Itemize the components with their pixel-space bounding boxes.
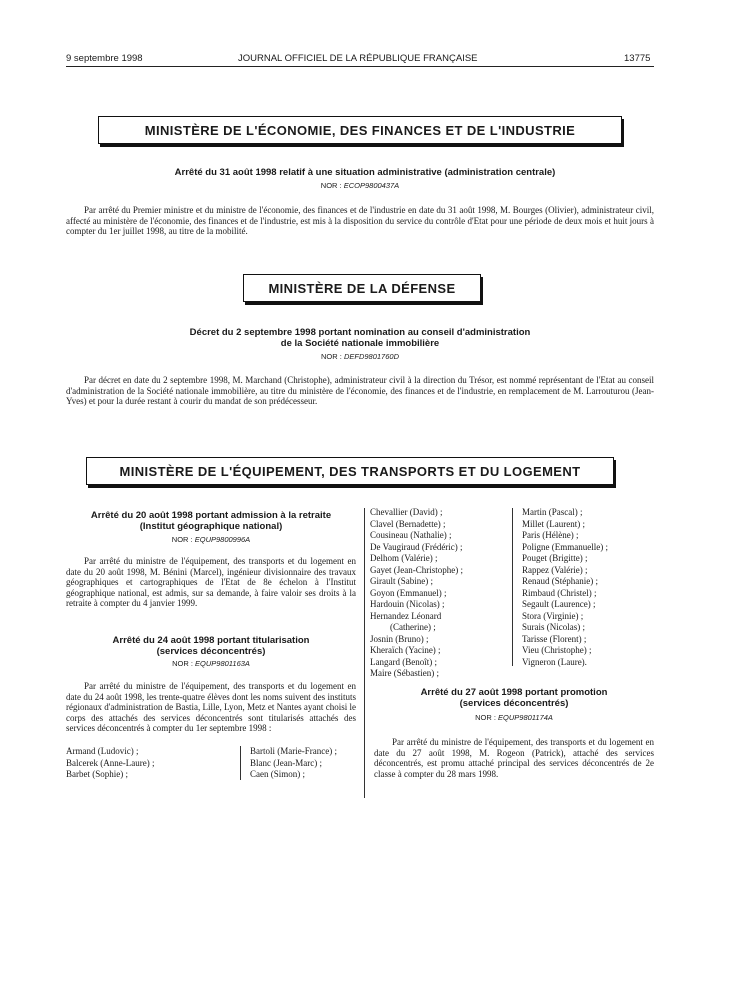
list-item: Josnin (Bruno) ;	[370, 633, 429, 644]
list-item: Rimbaud (Christel) ;	[522, 587, 597, 598]
decree-body-4: Par arrêté du ministre de l'équipement, des transports et du logement en date du 24 août 1998, les trente-quatre élèves dont les noms suivent des instituts régionaux d'administration de Bastia, Lille, Lyon, Metz et Nantes ayant choisi le corps des attachés des services déconcentrés sont titularisés attachés des services déconcentrés à compter du 1er septembre 1998 :	[66, 681, 356, 734]
names-list-col3	[370, 507, 463, 680]
decree-body-2: Par décret en date du 2 septembre 1998, M. Marchand (Christophe), administrateur civil à la direction du Trésor, est nommé représentant de l'Etat au conseil d'administration de la Société nationale immobilière, au titre du ministère de l'économie, des finances et de l'industrie, en remplacement de M. Larrouturou (Jean-Yves) et pour la durée restant à courir du mandat de son prédécesseur.	[66, 375, 654, 407]
list-item: Vieu (Christophe) ;	[522, 645, 592, 655]
nor-reference-3: NOR : EQUP9800996A	[171, 535, 251, 544]
list-item: Renaud (Stéphanie) ;	[522, 576, 598, 586]
list-item: Vigneron (Laure).	[522, 656, 587, 667]
list-item: Pouget (Brigitte) ;	[522, 553, 588, 563]
list-item: Clavel (Bernadette) ;	[370, 518, 446, 529]
list-item: Delhom (Valérie) ;	[370, 553, 438, 563]
nor-reference-5: NOR : EQUP9801174A	[475, 713, 553, 722]
decree-body-3: Par arrêté du ministre de l'équipement, des transports et du logement en date du 20 août 1998, M. Bénini (Marcel), ingénieur divisionnaire des travaux géographiques et cartographiques de l'Etat de 8e échelon à l'Institut géographique national, est admis, sur sa demande, à faire valoir ses droits à la retraite à compter du 4 janvier 1999.	[66, 556, 356, 609]
list-item: Cousineau (Nathalie) ;	[370, 530, 452, 540]
list-item: De Vaugiraud (Frédéric) ;	[370, 541, 463, 552]
list-item: Surais (Nicolas) ;	[522, 622, 585, 632]
list-item: Paris (Hélène) ;	[522, 530, 579, 540]
names-list-col2	[250, 746, 337, 781]
nor-reference-4: NOR : EQUP9801163A	[172, 659, 250, 668]
list-item: Goyon (Emmanuel) ;	[370, 587, 447, 598]
page-number: 13775	[624, 53, 651, 64]
column-divider	[240, 746, 241, 780]
names-list-col1	[66, 746, 154, 781]
journal-title: JOURNAL OFFICIEL DE LA RÉPUBLIQUE FRANÇAISE	[238, 53, 478, 64]
list-item: Segault (Laurence) ;	[522, 599, 596, 609]
decree-body-1: Par arrêté du Premier ministre et du ministre de l'économie, des finances et de l'industrie en date du 31 août 1998, M. Bourges (Olivier), administrateur civil, affecté au ministère de l'économie, des finances et de l'industrie, est mis à la disposition du service du contrôle d'Etat pour une période de deux mois et huit jours à compter du 1er juillet 1998, au titre de la mobilité.	[66, 205, 654, 237]
list-item: Martin (Pascal) ;	[522, 507, 583, 517]
nor-reference-1: NOR : ECOP9800437A	[320, 181, 400, 190]
list-item: Chevallier (David) ;	[370, 507, 443, 517]
ministry-equipment-heading: MINISTÈRE DE L'ÉQUIPEMENT, DES TRANSPORTS ET DU LOGEMENT	[86, 457, 614, 485]
names-list-col4	[522, 507, 608, 668]
decree-title-5: Arrêté du 27 août 1998 portant promotion (services déconcentrés)	[420, 687, 608, 709]
list-item: Tarisse (Florent) ;	[522, 633, 587, 644]
list-item: Caen (Simon) ;	[250, 769, 305, 779]
ministry-economy-heading: MINISTÈRE DE L'ÉCONOMIE, DES FINANCES ET DE L'INDUSTRIE	[98, 116, 622, 144]
decree-title-3: Arrêté du 20 août 1998 portant admission à la retraite (Institut géographique national)	[90, 510, 332, 532]
list-item: Langard (Benoît) ;	[370, 656, 437, 667]
decree-title-4: Arrêté du 24 août 1998 portant titularisation (services déconcentrés)	[112, 635, 310, 657]
list-item: Gayet (Jean-Christophe) ;	[370, 564, 463, 575]
column-divider	[364, 508, 365, 798]
list-item: Girault (Sabine) ;	[370, 576, 433, 586]
list-item: Rappez (Valérie) ;	[522, 564, 588, 575]
list-item: Hernandez Léonard	[370, 610, 442, 621]
decree-title-2: Décret du 2 septembre 1998 portant nomination au conseil d'administration de la Société nationale immobilière	[189, 327, 531, 349]
header-date: 9 septembre 1998	[66, 53, 143, 64]
list-item: Bartoli (Marie-France) ;	[250, 746, 337, 756]
list-item: Poligne (Emmanuelle) ;	[522, 541, 608, 552]
list-item: Millet (Laurent) ;	[522, 518, 585, 529]
list-item: Kheraïch (Yacine) ;	[370, 645, 441, 655]
list-item: Blanc (Jean-Marc) ;	[250, 757, 322, 768]
decree-body-5: Par arrêté du ministre de l'équipement, des transports et du logement en date du 27 août 1998, M. Rogeon (Patrick), attaché des services déconcentrés, est promu attaché principal des services déconcentrés de 2e classe à compter du 28 mars 1998.	[374, 737, 654, 779]
list-item: Armand (Ludovic) ;	[66, 746, 139, 756]
list-item: Balcerek (Anne-Laure) ;	[66, 757, 155, 768]
column-divider	[512, 508, 513, 666]
nor-reference-2: NOR : DEFD9801760D	[321, 352, 399, 361]
list-item: (Catherine) ;	[390, 622, 436, 632]
ministry-defense-heading: MINISTÈRE DE LA DÉFENSE	[243, 274, 481, 302]
list-item: Stora (Virginie) ;	[522, 610, 584, 621]
list-item: Hardouin (Nicolas) ;	[370, 599, 445, 609]
header-rule	[66, 66, 654, 67]
decree-title-1: Arrêté du 31 août 1998 relatif à une situation administrative (administration centrale)	[174, 167, 556, 178]
list-item: Maire (Sébastien) ;	[370, 668, 439, 678]
list-item: Barbet (Sophie) ;	[66, 769, 128, 779]
